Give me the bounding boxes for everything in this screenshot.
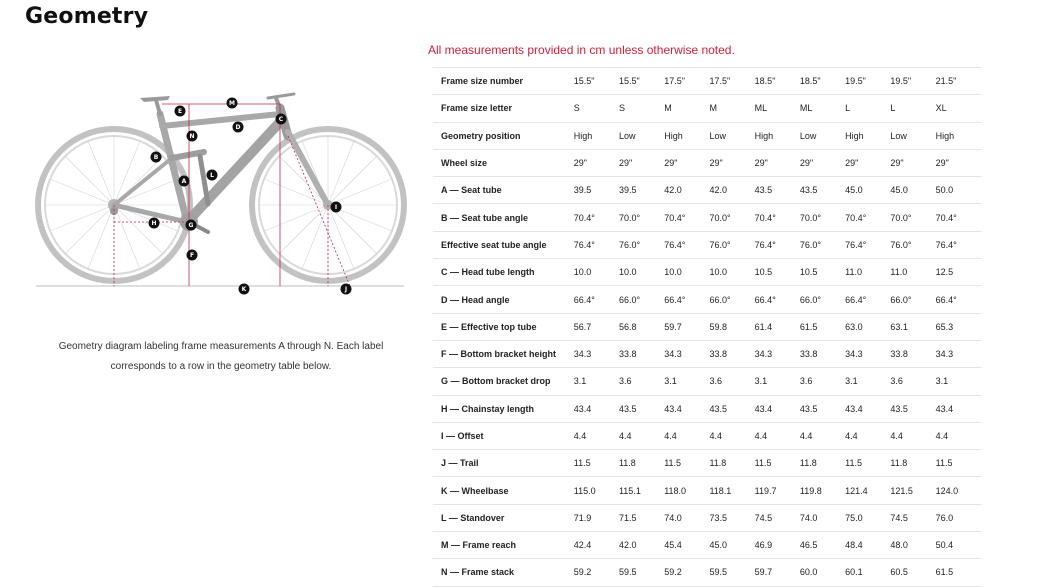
table-cell: 11.8 bbox=[890, 450, 935, 477]
table-cell: 115.1 bbox=[619, 477, 664, 504]
table-cell: 43.4 bbox=[574, 395, 619, 422]
table-cell: 74.5 bbox=[890, 504, 935, 531]
label-g: G bbox=[188, 222, 194, 230]
row-label: Frame size number bbox=[433, 68, 574, 95]
table-row bbox=[433, 149, 981, 176]
table-cell: 19.5" bbox=[890, 68, 935, 95]
table-cell: 66.4° bbox=[755, 286, 800, 313]
measurement-note: All measurements provided in cm unless otherwise noted. bbox=[428, 43, 735, 57]
table-row bbox=[433, 559, 981, 586]
label-i: I bbox=[334, 204, 338, 212]
table-cell: 45.4 bbox=[664, 532, 709, 559]
table-cell: High bbox=[664, 122, 709, 149]
table-row bbox=[433, 313, 981, 340]
row-label: B — Seat tube angle bbox=[433, 204, 574, 231]
table-cell: 43.4 bbox=[755, 395, 800, 422]
table-row bbox=[433, 122, 981, 149]
label-e: E bbox=[177, 108, 183, 116]
table-cell: 11.0 bbox=[890, 259, 935, 286]
row-label: Wheel size bbox=[433, 149, 574, 176]
table-cell: 17.5" bbox=[709, 68, 754, 95]
table-cell: 118.1 bbox=[709, 477, 754, 504]
table-cell: 3.6 bbox=[709, 368, 754, 395]
table-cell: 10.5 bbox=[800, 259, 845, 286]
table-cell: Low bbox=[619, 122, 664, 149]
table-cell: L bbox=[890, 95, 935, 122]
table-cell: 56.7 bbox=[574, 313, 619, 340]
table-cell: 70.4° bbox=[664, 204, 709, 231]
table-cell: 33.8 bbox=[800, 340, 845, 367]
table-cell: 61.5 bbox=[800, 313, 845, 340]
table-cell: 3.1 bbox=[936, 368, 981, 395]
label-m-marker bbox=[227, 98, 238, 109]
table-cell: 4.4 bbox=[619, 422, 664, 449]
table-row bbox=[433, 231, 981, 258]
table-cell: 29" bbox=[800, 149, 845, 176]
table-cell: 11.8 bbox=[800, 450, 845, 477]
table-cell: 43.5 bbox=[619, 395, 664, 422]
table-cell: 34.3 bbox=[664, 340, 709, 367]
table-cell: ML bbox=[755, 95, 800, 122]
table-cell: 34.3 bbox=[845, 340, 890, 367]
label-b-marker bbox=[151, 152, 162, 163]
table-cell: 43.5 bbox=[709, 395, 754, 422]
table-cell: 115.0 bbox=[574, 477, 619, 504]
table-cell: 43.5 bbox=[800, 395, 845, 422]
table-cell: 76.0° bbox=[619, 231, 664, 258]
row-label: Geometry position bbox=[433, 122, 574, 149]
label-c: C bbox=[278, 116, 284, 124]
table-cell: 59.2 bbox=[664, 559, 709, 586]
table-cell: 29" bbox=[619, 149, 664, 176]
row-label: L — Standover bbox=[433, 504, 574, 531]
table-cell: High bbox=[755, 122, 800, 149]
table-cell: 71.9 bbox=[574, 504, 619, 531]
table-cell: 42.4 bbox=[574, 532, 619, 559]
table-cell: 63.0 bbox=[845, 313, 890, 340]
table-cell: 34.3 bbox=[936, 340, 981, 367]
table-cell: 61.5 bbox=[936, 559, 981, 586]
row-label: N — Frame stack bbox=[433, 559, 574, 586]
table-cell: High bbox=[574, 122, 619, 149]
table-cell: 70.0° bbox=[800, 204, 845, 231]
geometry-table-body bbox=[433, 68, 981, 587]
row-label: J — Trail bbox=[433, 450, 574, 477]
table-cell: 121.4 bbox=[845, 477, 890, 504]
label-a: A bbox=[181, 178, 187, 186]
table-cell: 124.0 bbox=[936, 477, 981, 504]
label-n-top-marker bbox=[187, 131, 198, 142]
table-cell: 56.8 bbox=[619, 313, 664, 340]
row-label: K — Wheelbase bbox=[433, 477, 574, 504]
table-cell: 76.0 bbox=[936, 504, 981, 531]
table-cell: 50.0 bbox=[936, 177, 981, 204]
table-cell: 59.7 bbox=[755, 559, 800, 586]
table-cell: 46.5 bbox=[800, 532, 845, 559]
table-row bbox=[433, 204, 981, 231]
table-cell: 18.5" bbox=[800, 68, 845, 95]
table-cell: 29" bbox=[709, 149, 754, 176]
table-cell: 19.5" bbox=[845, 68, 890, 95]
table-cell: 11.5 bbox=[936, 450, 981, 477]
table-cell: 15.5" bbox=[619, 68, 664, 95]
table-cell: 76.0° bbox=[890, 231, 935, 258]
row-label: D — Head angle bbox=[433, 286, 574, 313]
label-k: K bbox=[241, 286, 247, 294]
label-k-marker bbox=[239, 284, 250, 295]
table-cell: 66.4° bbox=[845, 286, 890, 313]
table-cell: 59.7 bbox=[664, 313, 709, 340]
table-cell: 48.4 bbox=[845, 532, 890, 559]
table-cell: M bbox=[709, 95, 754, 122]
geometry-table bbox=[433, 67, 981, 587]
table-row bbox=[433, 422, 981, 449]
table-cell: 76.4° bbox=[574, 231, 619, 258]
label-h: H bbox=[151, 220, 157, 228]
bike-geometry-diagram bbox=[32, 86, 410, 300]
table-cell: 70.0° bbox=[619, 204, 664, 231]
table-cell: 10.0 bbox=[619, 259, 664, 286]
table-cell: 21.5" bbox=[936, 68, 981, 95]
table-row bbox=[433, 504, 981, 531]
table-cell: 3.6 bbox=[800, 368, 845, 395]
table-cell: 65.3 bbox=[936, 313, 981, 340]
table-row bbox=[433, 68, 981, 95]
table-cell: 12.5 bbox=[936, 259, 981, 286]
table-cell: 66.4° bbox=[574, 286, 619, 313]
table-cell: 75.0 bbox=[845, 504, 890, 531]
table-cell: 29" bbox=[890, 149, 935, 176]
table-cell: 34.3 bbox=[574, 340, 619, 367]
label-g-marker bbox=[186, 220, 197, 231]
table-cell: 74.0 bbox=[800, 504, 845, 531]
table-row bbox=[433, 177, 981, 204]
table-cell: 45.0 bbox=[845, 177, 890, 204]
table-cell: 43.5 bbox=[800, 177, 845, 204]
table-cell: Low bbox=[800, 122, 845, 149]
table-cell: 76.4° bbox=[845, 231, 890, 258]
table-cell: S bbox=[574, 95, 619, 122]
table-row bbox=[433, 532, 981, 559]
row-label: C — Head tube length bbox=[433, 259, 574, 286]
table-cell: 42.0 bbox=[619, 532, 664, 559]
table-cell: 10.5 bbox=[755, 259, 800, 286]
table-cell: 39.5 bbox=[619, 177, 664, 204]
table-cell: ML bbox=[800, 95, 845, 122]
table-cell: 11.8 bbox=[619, 450, 664, 477]
row-label: A — Seat tube bbox=[433, 177, 574, 204]
table-cell: 42.0 bbox=[664, 177, 709, 204]
table-cell: 29" bbox=[936, 149, 981, 176]
table-cell: 4.4 bbox=[890, 422, 935, 449]
table-cell: 76.4° bbox=[664, 231, 709, 258]
table-row bbox=[433, 450, 981, 477]
label-j-marker bbox=[341, 284, 352, 295]
table-cell: 43.4 bbox=[845, 395, 890, 422]
table-cell: 45.0 bbox=[890, 177, 935, 204]
table-cell: L bbox=[845, 95, 890, 122]
table-cell: Low bbox=[709, 122, 754, 149]
table-row bbox=[433, 340, 981, 367]
table-cell: 10.0 bbox=[664, 259, 709, 286]
table-cell: 118.0 bbox=[664, 477, 709, 504]
label-l: L bbox=[210, 172, 214, 180]
table-cell: 43.5 bbox=[755, 177, 800, 204]
table-cell: 43.4 bbox=[936, 395, 981, 422]
table-cell: 4.4 bbox=[800, 422, 845, 449]
table-cell: 66.0° bbox=[890, 286, 935, 313]
table-cell: 15.5" bbox=[574, 68, 619, 95]
table-cell: 76.4° bbox=[936, 231, 981, 258]
table-cell: 3.1 bbox=[574, 368, 619, 395]
table-cell: 29" bbox=[755, 149, 800, 176]
table-cell: 11.5 bbox=[845, 450, 890, 477]
table-cell: 60.0 bbox=[800, 559, 845, 586]
table-cell: 59.2 bbox=[574, 559, 619, 586]
table-cell: 39.5 bbox=[574, 177, 619, 204]
label-m: M bbox=[229, 100, 235, 108]
table-cell: 11.5 bbox=[664, 450, 709, 477]
table-cell: 121.5 bbox=[890, 477, 935, 504]
table-cell: S bbox=[619, 95, 664, 122]
row-label: Frame size letter bbox=[433, 95, 574, 122]
table-cell: 29" bbox=[845, 149, 890, 176]
table-cell: 33.8 bbox=[619, 340, 664, 367]
table-cell: 66.0° bbox=[800, 286, 845, 313]
row-label: H — Chainstay length bbox=[433, 395, 574, 422]
row-label: E — Effective top tube bbox=[433, 313, 574, 340]
table-cell: 4.4 bbox=[574, 422, 619, 449]
table-cell: 60.1 bbox=[845, 559, 890, 586]
label-c-marker bbox=[276, 114, 287, 125]
table-cell: 71.5 bbox=[619, 504, 664, 531]
table-row bbox=[433, 286, 981, 313]
table-cell: High bbox=[845, 122, 890, 149]
table-cell: 66.0° bbox=[619, 286, 664, 313]
table-cell: 43.4 bbox=[664, 395, 709, 422]
table-cell: 3.1 bbox=[755, 368, 800, 395]
table-cell: 60.5 bbox=[890, 559, 935, 586]
row-label: I — Offset bbox=[433, 422, 574, 449]
table-cell: 4.4 bbox=[664, 422, 709, 449]
table-cell: 45.0 bbox=[709, 532, 754, 559]
label-e-marker bbox=[175, 106, 186, 117]
table-cell: 46.9 bbox=[755, 532, 800, 559]
table-cell: 4.4 bbox=[936, 422, 981, 449]
bike-frame bbox=[110, 94, 328, 232]
table-cell: 11.5 bbox=[574, 450, 619, 477]
table-cell: 74.0 bbox=[664, 504, 709, 531]
table-cell: 11.0 bbox=[845, 259, 890, 286]
table-cell: 59.5 bbox=[709, 559, 754, 586]
row-label: Effective seat tube angle bbox=[433, 231, 574, 258]
table-cell: 48.0 bbox=[890, 532, 935, 559]
table-cell: High bbox=[936, 122, 981, 149]
table-cell: 3.6 bbox=[619, 368, 664, 395]
label-f-marker bbox=[187, 250, 198, 261]
table-cell: 11.8 bbox=[709, 450, 754, 477]
table-cell: 4.4 bbox=[709, 422, 754, 449]
table-cell: 3.1 bbox=[664, 368, 709, 395]
label-b: B bbox=[153, 154, 159, 162]
label-l-marker bbox=[207, 170, 218, 181]
table-cell: 119.7 bbox=[755, 477, 800, 504]
table-cell: 74.5 bbox=[755, 504, 800, 531]
table-cell: 59.5 bbox=[619, 559, 664, 586]
table-cell: 10.0 bbox=[709, 259, 754, 286]
table-cell: 11.5 bbox=[755, 450, 800, 477]
row-label: F — Bottom bracket height bbox=[433, 340, 574, 367]
table-cell: 18.5" bbox=[755, 68, 800, 95]
table-cell: 66.0° bbox=[709, 286, 754, 313]
label-f: F bbox=[189, 252, 195, 260]
table-cell: 17.5" bbox=[664, 68, 709, 95]
label-i-marker bbox=[331, 202, 342, 213]
table-row bbox=[433, 259, 981, 286]
label-d-marker bbox=[233, 122, 244, 133]
table-row bbox=[433, 368, 981, 395]
table-cell: 70.0° bbox=[890, 204, 935, 231]
label-n: N bbox=[189, 133, 195, 141]
page-title: Geometry bbox=[25, 4, 149, 29]
table-cell: 66.4° bbox=[664, 286, 709, 313]
table-cell: 3.1 bbox=[845, 368, 890, 395]
table-cell: 43.5 bbox=[890, 395, 935, 422]
table-cell: 50.4 bbox=[936, 532, 981, 559]
table-cell: 61.4 bbox=[755, 313, 800, 340]
table-cell: 70.4° bbox=[845, 204, 890, 231]
table-cell: 70.4° bbox=[936, 204, 981, 231]
table-cell: 76.4° bbox=[755, 231, 800, 258]
table-row bbox=[433, 395, 981, 422]
table-cell: 33.8 bbox=[709, 340, 754, 367]
row-label: G — Bottom bracket drop bbox=[433, 368, 574, 395]
table-cell: 4.4 bbox=[755, 422, 800, 449]
table-cell: 10.0 bbox=[574, 259, 619, 286]
table-cell: 29" bbox=[574, 149, 619, 176]
table-cell: 59.8 bbox=[709, 313, 754, 340]
label-j: J bbox=[344, 286, 348, 294]
table-cell: 63.1 bbox=[890, 313, 935, 340]
label-a-marker bbox=[179, 176, 190, 187]
table-cell: 3.6 bbox=[890, 368, 935, 395]
table-row bbox=[433, 95, 981, 122]
table-cell: 119.8 bbox=[800, 477, 845, 504]
table-cell: 33.8 bbox=[890, 340, 935, 367]
table-cell: 73.5 bbox=[709, 504, 754, 531]
table-cell: 66.4° bbox=[936, 286, 981, 313]
table-cell: XL bbox=[936, 95, 981, 122]
table-cell: 76.0° bbox=[800, 231, 845, 258]
label-h-marker bbox=[149, 218, 160, 229]
table-cell: 76.0° bbox=[709, 231, 754, 258]
table-row bbox=[433, 477, 981, 504]
table-cell: M bbox=[664, 95, 709, 122]
row-label: M — Frame reach bbox=[433, 532, 574, 559]
label-d: D bbox=[235, 124, 241, 132]
table-cell: 42.0 bbox=[709, 177, 754, 204]
diagram-caption: Geometry diagram labeling frame measurements A through N. Each label corresponds to a row in the geometry table below. bbox=[58, 341, 384, 372]
table-cell: 34.3 bbox=[755, 340, 800, 367]
table-cell: 70.4° bbox=[574, 204, 619, 231]
table-cell: 4.4 bbox=[845, 422, 890, 449]
table-cell: 70.0° bbox=[709, 204, 754, 231]
table-cell: 29" bbox=[664, 149, 709, 176]
table-cell: 70.4° bbox=[755, 204, 800, 231]
table-cell: Low bbox=[890, 122, 935, 149]
